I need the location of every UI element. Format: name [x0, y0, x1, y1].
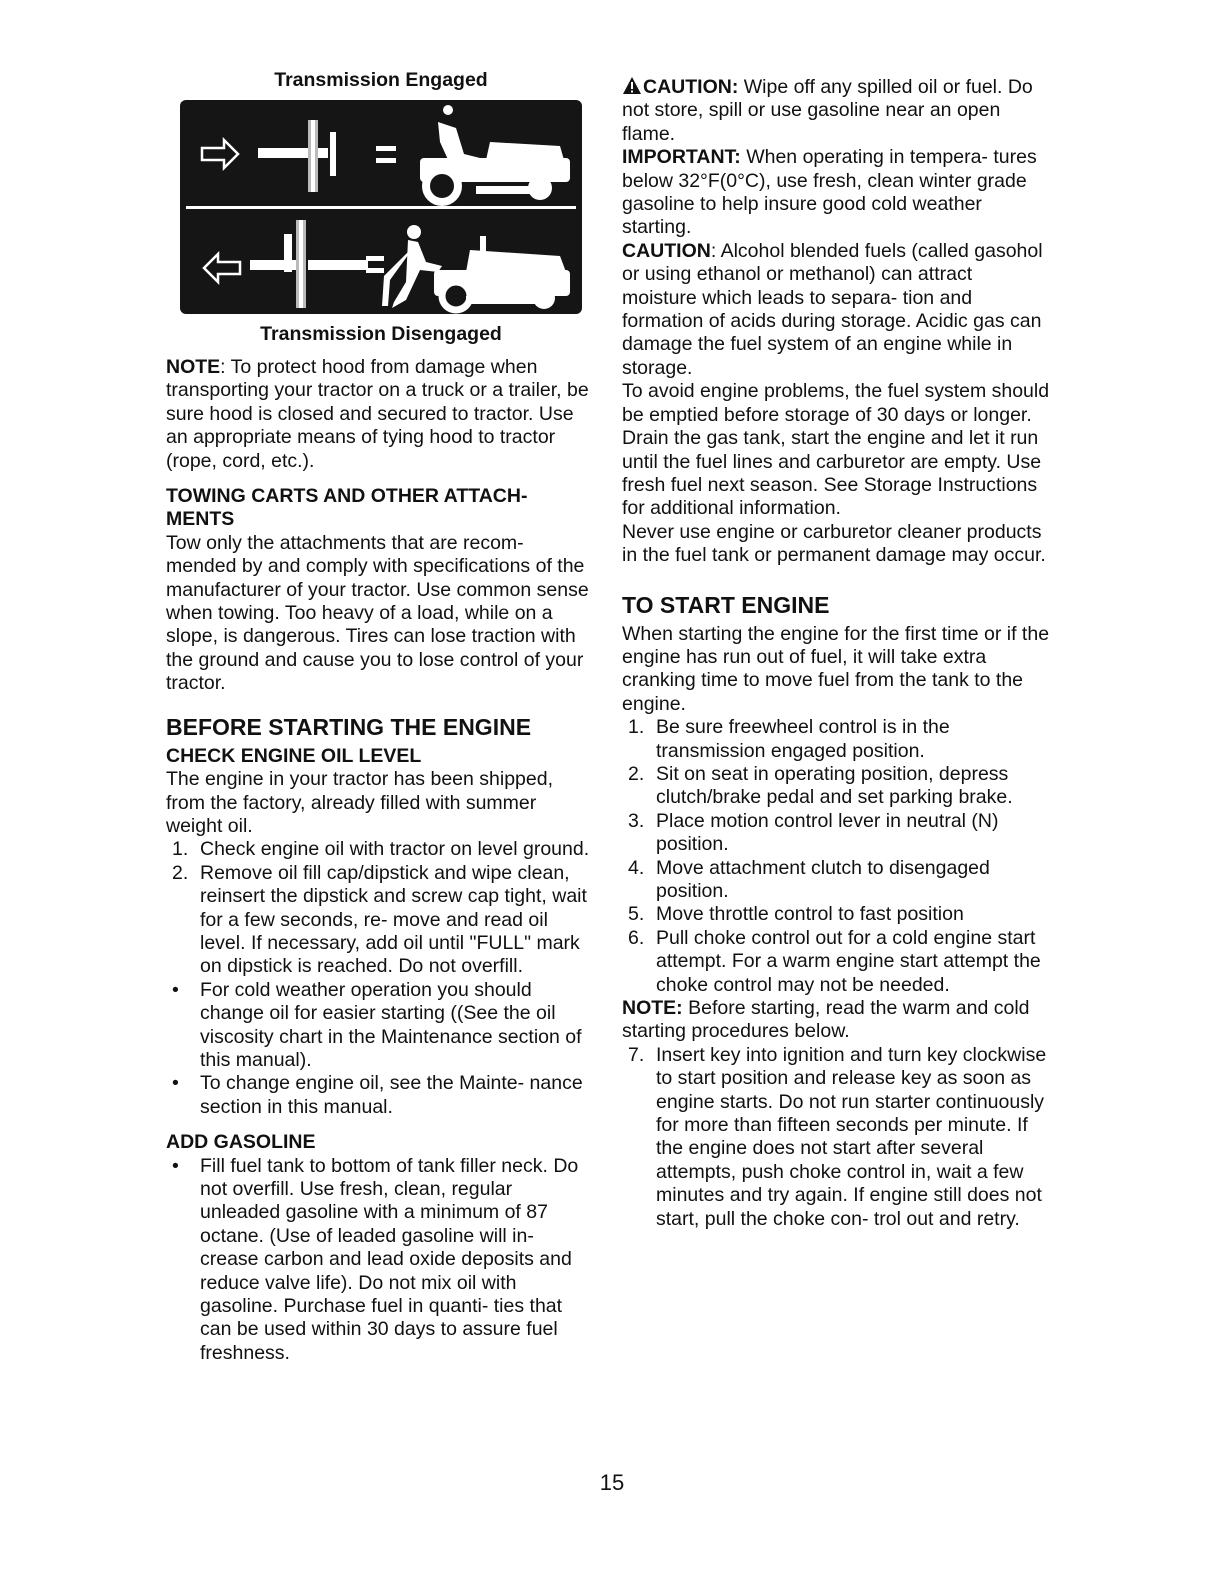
note-text: : To protect hood from damage when transporting your tractor on a truck or a trailer, be sure hood is closed and secured to tractor. Use an appropriate means of tying hood to tractor (rope, cord, etc.).	[166, 356, 589, 472]
figure-caption-bottom: Transmission Disengaged	[260, 323, 502, 345]
note-label: NOTE	[166, 356, 221, 378]
figure-caption-top: Transmission Engaged	[274, 69, 488, 91]
oil-text: The engine in your tractor has been shipped, from the factory, already filled with summer weight oil.	[166, 768, 554, 837]
caution-label: CAUTION:	[643, 76, 739, 98]
list-item: 6. Pull choke control out for a cold engine start attempt. For a warm engine start attempt the choke control may not be needed.	[628, 926, 1041, 996]
pushing-tractor-icon	[382, 225, 570, 310]
equals-sign-icon-2	[366, 256, 384, 273]
right-column	[622, 76, 1052, 1231]
caution-paragraph: CAUTION: Wipe off any spilled oil or fuel. Do not store, spill or use gasoline near an open flame.	[622, 76, 1033, 145]
bullet-icon: •	[172, 978, 179, 1001]
arrow-left-icon	[204, 254, 240, 282]
avoid-problems-paragraph: To avoid engine problems, the fuel system should be emptied before storage of 30 days or longer. Drain the gas tank, start the engine and let it run until the fuel lines and carburetor are empty. Use fresh fuel next season. See Storage Instructions for additional information.	[622, 380, 1050, 520]
disengaged-panel	[180, 210, 582, 314]
note-paragraph	[166, 356, 596, 473]
check-oil-heading: CHECK ENGINE OIL LEVEL	[166, 744, 422, 767]
riding-tractor-icon	[420, 105, 570, 202]
list-item: 1. Be sure freewheel control is in the transmission engaged position.	[628, 716, 950, 762]
never-use-paragraph: Never use engine or carburetor cleaner products in the fuel tank or permanent damage may occur.	[622, 520, 1046, 567]
engaged-panel	[180, 102, 582, 206]
add-gasoline-heading: ADD GASOLINE	[166, 1131, 316, 1154]
before-starting-heading: BEFORE STARTING THE ENGINE	[166, 713, 532, 740]
towing-heading: TOWING CARTS AND OTHER ATTACH- MENTS	[166, 485, 528, 531]
page-number: 15	[599, 1470, 625, 1495]
caution-alcohol-paragraph: CAUTION: Alcohol blended fuels (called gasohol or using ethanol or methanol) can attract moisture which leads to separa- tion and formation of acids during storage. Acidic gas can damage the fuel system of an engine while in storage.	[622, 239, 1043, 379]
oil-bullets-list	[166, 979, 596, 1119]
list-item: 7. Insert key into ignition and turn key clockwise to start position and release key as soon as engine starts. Do not run starter continuously for more than fifteen seconds per minute. If the engine does not start after several attempts, push choke control in, wait a few minutes and try again. If engine still does not start, pull the choke con- trol out and retry.	[628, 1043, 1047, 1230]
start-intro-text: When starting the engine for the first time or if the engine has run out of fuel, it will take extra cranking time to move fuel from the tank to the engine.	[622, 622, 1050, 715]
start-steps-list-2	[622, 1044, 1052, 1231]
warning-triangle-icon	[622, 76, 642, 95]
note-before-starting: NOTE: Before starting, read the warm and cold starting procedures below.	[622, 997, 1030, 1043]
bullet-icon: •	[172, 1154, 179, 1177]
lever-engaged-icon	[258, 120, 336, 192]
list-item: 1. Check engine oil with tractor on level ground.	[172, 838, 590, 861]
oil-steps-list	[166, 838, 596, 978]
list-item: 2. Remove oil fill cap/dipstick and wipe clean, reinsert the dipstick and screw cap tight, wait for a few seconds, re- move and read oil level. If necessary, add oil until "FULL" mark on dipstick is reached. Do not overfill.	[172, 861, 587, 978]
panel-divider	[186, 206, 576, 209]
list-item: 3. Place motion control lever in neutral (N) position.	[628, 809, 999, 856]
transmission-figure	[180, 100, 582, 314]
list-item: • For cold weather operation you should change oil for easier starting ((See the oil viscosity chart in the Maintenance section of this manual).	[172, 978, 582, 1071]
gas-bullets-list	[166, 1155, 596, 1366]
list-item: • Fill fuel tank to bottom of tank filler neck. Do not overfill. Use fresh, clean, regular unleaded gasoline with a minimum of 87 octane. (Use of leaded gasoline will in- crease carbon and lead oxide deposits and reduce valve life). Do not mix oil with gasoline. Purchase fuel in quanti- ties that can be used within 30 days to assure fuel freshness.	[172, 1154, 579, 1364]
towing-text: Tow only the attachments that are recom- mended by and comply with specifications of the manufacturer of your tractor. Use common sense when towing. Too heavy of a load, while on a slope, is dangerous. Tires can lose traction with the ground and cause you to lose control of your tractor.	[166, 531, 589, 695]
note-label-2: NOTE:	[622, 997, 683, 1020]
bullet-icon: •	[172, 1072, 179, 1095]
equals-sign-icon	[376, 146, 396, 163]
to-start-engine-heading: TO START ENGINE	[622, 591, 830, 618]
list-item: 2. Sit on seat in operating position, depress clutch/brake pedal and set parking brake.	[628, 762, 1013, 809]
list-item: • To change engine oil, see the Mainte- nance section in this manual.	[172, 1072, 583, 1118]
caution-label-2: CAUTION	[622, 239, 711, 262]
important-paragraph: IMPORTANT: When operating in tempera- tures below 32°F(0°C), use fresh, clean winter grade gasoline to help insure good cold weather starting.	[622, 146, 1037, 239]
start-steps-list	[622, 716, 1052, 997]
left-column	[166, 68, 596, 1365]
lever-disengaged-icon	[250, 220, 368, 308]
arrow-right-icon	[202, 140, 238, 168]
important-label: IMPORTANT:	[622, 146, 741, 169]
list-item: 4. Move attachment clutch to disengaged position.	[628, 856, 990, 902]
list-item: 5. Move throttle control to fast position	[628, 903, 964, 926]
